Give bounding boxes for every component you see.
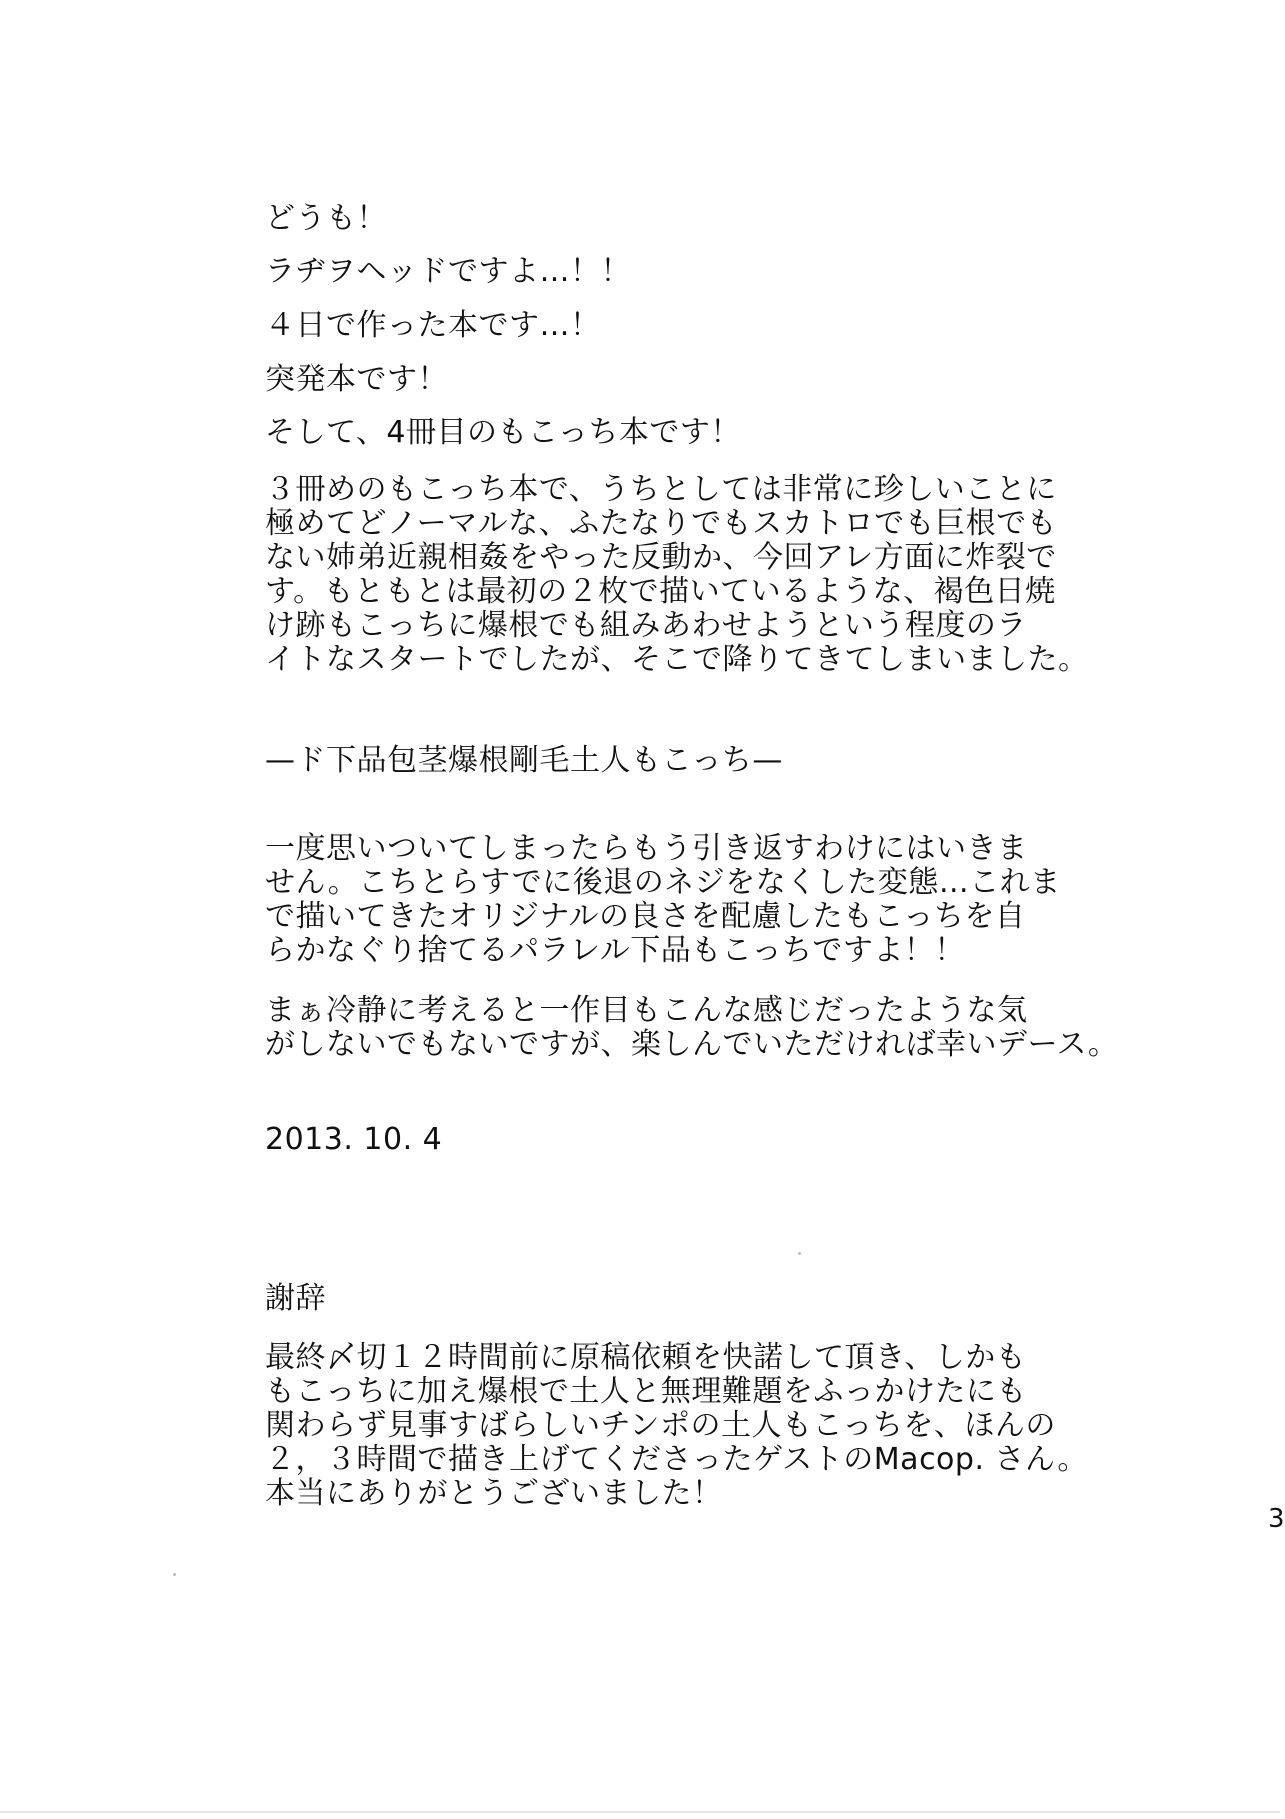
paragraph-1-line-2: 極めてどノーマルな、ふたなりでもスカトロでも巨根でも <box>265 506 1058 541</box>
intro-line-5: そして、4冊目のもこっち本です！ <box>265 415 741 450</box>
scan-speck <box>798 1252 801 1255</box>
acknowledgement-line-5: 本当にありがとうございました！ <box>265 1476 723 1511</box>
acknowledgement-line-1: 最終〆切１２時間前に原稿依頼を快諾して頂き、しかも <box>265 1340 1027 1375</box>
acknowledgement-line-4: ２，３時間で描き上げてくださったゲストのMacop. さん。 <box>265 1442 1088 1477</box>
date-line: 2013. 10. 4 <box>265 1122 443 1157</box>
paragraph-1-line-1: ３冊めのもこっち本で、うちとしては非常に珍しいことに <box>265 472 1057 507</box>
paragraph-3-line-2: がしないでもないですが、楽しんでいただければ幸いデース。 <box>265 1027 1119 1062</box>
paragraph-1-line-3: ない姉弟近親相姦をやった反動か、今回アレ方面に炸裂で <box>265 540 1057 575</box>
acknowledgement-line-3: 関わらず見事すばらしいチンポの土人もこっちを、ほんの <box>265 1408 1056 1443</box>
paragraph-2-line-1: 一度思いついてしまったらもう引き返すわけにはいきま <box>265 831 1028 866</box>
intro-line-3: ４日で作った本です…！ <box>265 308 601 343</box>
scan-edge <box>0 1811 1280 1813</box>
scan-speck <box>173 1573 176 1576</box>
author-intro-line: ラヂヲヘッドですよ…！！ <box>265 254 631 289</box>
paragraph-2-line-3: で描いてきたオリジナルの良さを配慮したもこっちを自 <box>265 899 1026 934</box>
paragraph-1-line-4: す。もともとは最初の２枚で描いているような、褐色日焼 <box>265 574 1056 609</box>
paragraph-1-line-5: け跡もこっちに爆根でも組みあわせようという程度のラ <box>265 608 1027 643</box>
page-number: 3 <box>1268 1504 1285 1534</box>
paragraph-3-line-1: まぁ冷静に考えると一作目もこんな感じだったような気 <box>265 993 1028 1028</box>
subtitle-line: —ド下品包茎爆根剛毛土人もこっち— <box>265 743 783 778</box>
acknowledgement-line-2: もこっちに加え爆根で土人と無理難題をふっかけたにも <box>265 1374 1027 1409</box>
intro-line-4: 突発本です！ <box>265 362 448 397</box>
paragraph-2-line-4: らかなぐり捨てるパラレル下品もこっちですよ！！ <box>265 933 965 968</box>
acknowledgements-heading: 謝辞 <box>265 1281 326 1316</box>
paragraph-1-line-6: イトなスタートでしたが、そこで降りてきてしまいました。 <box>265 642 1089 677</box>
greeting-line: どうも！ <box>265 201 387 236</box>
paragraph-2-line-2: せん。こちとらすでに後退のネジをなくした変態…これま <box>265 865 1061 900</box>
